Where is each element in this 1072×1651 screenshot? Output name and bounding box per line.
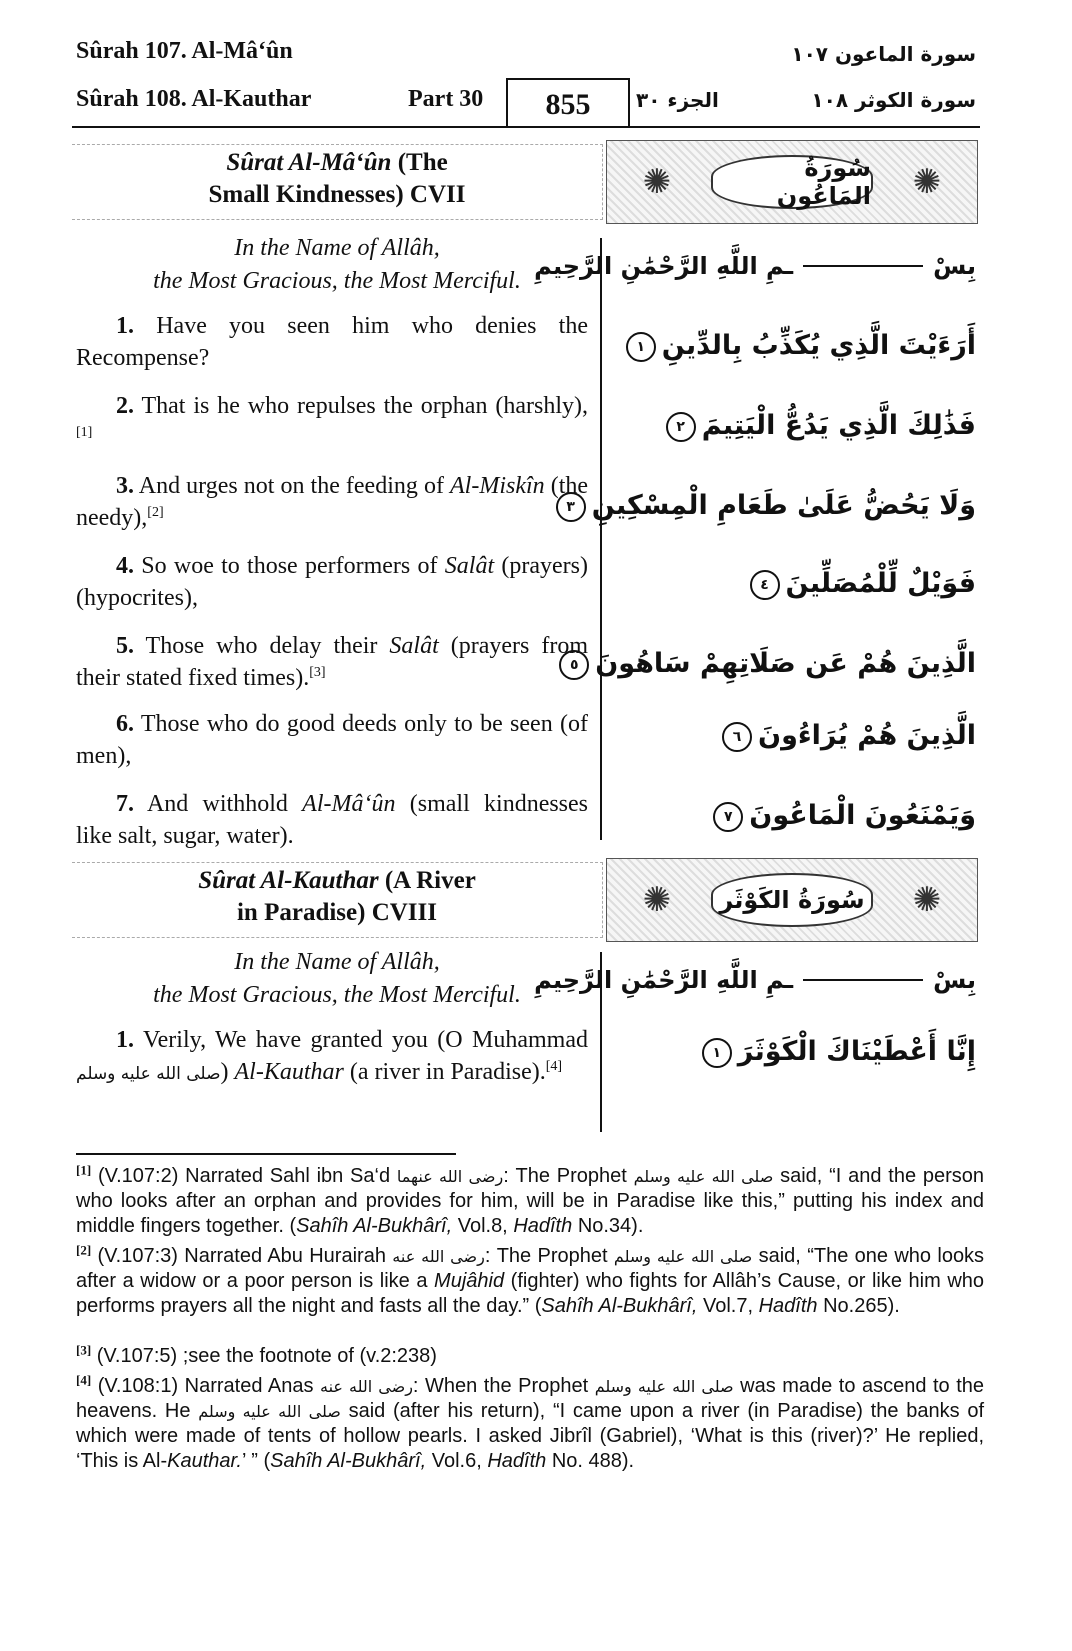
surah-108-title-italic: Sûrat Al-Kauthar <box>198 867 379 894</box>
verse-107-2: 2. That is he who repulses the orphan (harshly),[1] <box>76 393 588 440</box>
rosette-icon: ✺ <box>642 162 672 202</box>
column-divider <box>600 238 602 840</box>
verse-107-7: 7. And withhold Al-Mâ‘ûn (small kindnesses like salt, sugar, water). <box>76 791 589 849</box>
verse-number-marker: ٤ <box>750 570 780 600</box>
verse-number-marker: ٦ <box>722 722 752 752</box>
surah-107-title: Sûrat Al-Mâ‘ûn (The Small Kindnesses) CVII <box>72 144 603 220</box>
surah-107-ornament <box>606 140 978 224</box>
surah-108-ornament <box>606 858 978 942</box>
footnote-1: [1] (V.107:2) Narrated Sahl ibn Sa‘d رضى الله عنهما: The Prophet صلى الله عليه وسلم said, “I and the person who looks after an orphan and provides for him, will be in Paradise like this,” putting his index and middle fingers together. (Sahîh Al-Bukhârî, Vol.8, Hadîth No.34). <box>76 1162 985 1237</box>
header-rule <box>72 126 980 128</box>
verse-107-6: 6. Those who do good deeds only to be seen (of men), <box>76 711 588 769</box>
verse-number-marker: ٧ <box>713 802 743 832</box>
surah-107-ornament-text: سُورَةُ المَاعُون <box>711 155 873 209</box>
footnote-3: [3] (V.107:5) ;see the footnote of (v.2:238) <box>76 1342 437 1367</box>
verse-107-5-arabic: الَّذِينَ هُمْ عَن صَلَاتِهِمْ سَاهُونَ٥ <box>559 648 976 680</box>
verse-107-6-arabic: الَّذِينَ هُمْ يُرَاءُونَ٦ <box>722 720 976 752</box>
surah-108-ornament-text: سُورَةُ الكَوْثَر <box>711 873 873 927</box>
header-surah-107-arabic: سورة الماعون ١٠٧ <box>791 42 976 66</box>
verse-number-marker: ٣ <box>556 492 586 522</box>
verse-107-1: 1. Have you seen him who denies the Recompense? <box>76 313 588 371</box>
footnote-2: [2] (V.107:3) Narrated Abu Hurairah رضى الله عنه: The Prophet صلى الله عليه وسلم said, “The one who looks after a widow or a poor person is like a Mujâhid (fighter) who fights for Allâh’s Cause, or like him who performs prayers all the night and fasts all the day.” (Sahîh Al-Bukhârî, Vol.7, Hadîth No.265). <box>76 1242 985 1317</box>
basmala-english: In the Name of Allâh, the Most Gracious, the Most Merciful. <box>153 235 521 294</box>
verse-number-marker: ١ <box>702 1038 732 1068</box>
basmala-arabic: بِسْ ـمِ اللَّهِ الرَّحْمَٰنِ الرَّحِيمِ <box>534 252 976 280</box>
footnote-4: [4] (V.108:1) Narrated Anas رضى الله عنه: When the Prophet صلى الله عليه وسلم was made to ascend to the heavens. He صلى الله عليه وسلم said (after his return), “I came upon a river (in Paradise) the banks of which were made of tents of hollow pearls. I asked Jibrîl (Gabriel), ‘What is this (river)?’ He replied, ‘This is Al-Kauthar.’ ” (Sahîh Al-Bukhârî, Vol.6, Hadîth No. 488). <box>76 1372 985 1472</box>
verse-107-4: 4. So woe to those performers of Salât (prayers) (hypocrites), <box>76 553 589 611</box>
verse-107-5: 5. Those who delay their Salât (prayers from their stated fixed times).[3] <box>76 633 589 691</box>
verse-107-2-arabic: فَذَٰلِكَ الَّذِي يَدُعُّ الْيَتِيمَ٢ <box>666 410 976 442</box>
header-surah-107: Sûrah 107. Al-Mâ‘ûn <box>76 38 293 64</box>
verse-108-1: 1. Verily, We have granted you (O Muhammad صلى الله عليه وسلم) Al-Kauthar (a river in Paradise).[4] <box>76 1027 588 1085</box>
rosette-icon: ✺ <box>642 880 672 920</box>
footnote-rule <box>76 1153 456 1155</box>
basmala-english: In the Name of Allâh, the Most Gracious, the Most Merciful. <box>153 949 521 1008</box>
rosette-icon: ✺ <box>912 162 942 202</box>
basmala-arabic: بِسْ ـمِ اللَّهِ الرَّحْمَٰنِ الرَّحِيمِ <box>534 966 976 994</box>
rosette-icon: ✺ <box>912 880 942 920</box>
header-part: Part 30 <box>408 86 484 112</box>
verse-number-marker: ٥ <box>559 650 589 680</box>
surah-108-title: Sûrat Al-Kauthar (A River in Paradise) CVIII <box>72 862 603 938</box>
header-surah-108-arabic: سورة الكوثر ١٠٨ <box>811 88 976 112</box>
verse-107-3-arabic: وَلَا يَحُضُّ عَلَىٰ طَعَامِ الْمِسْكِينِ٣ <box>556 490 976 522</box>
verse-108-1-arabic: إِنَّا أَعْطَيْنَاكَ الْكَوْثَرَ١ <box>702 1036 976 1068</box>
verse-number-marker: ١ <box>626 332 656 362</box>
verse-107-7-arabic: وَيَمْنَعُونَ الْمَاعُونَ٧ <box>713 800 976 832</box>
page-number: 855 <box>506 78 630 128</box>
verse-107-4-arabic: فَوَيْلٌ لِّلْمُصَلِّينَ٤ <box>750 568 976 600</box>
surah-107-title-italic: Sûrat Al-Mâ‘ûn <box>226 149 392 176</box>
header-surah-108: Sûrah 108. Al-Kauthar <box>76 86 312 112</box>
header-juz-arabic: الجزء ٣٠ <box>636 88 719 112</box>
verse-107-1-arabic: أَرَءَيْتَ الَّذِي يُكَذِّبُ بِالدِّينِ١ <box>626 330 976 362</box>
verse-number-marker: ٢ <box>666 412 696 442</box>
verse-107-3: 3. And urges not on the feeding of Al-Miskîn (the needy),[2] <box>76 473 589 531</box>
